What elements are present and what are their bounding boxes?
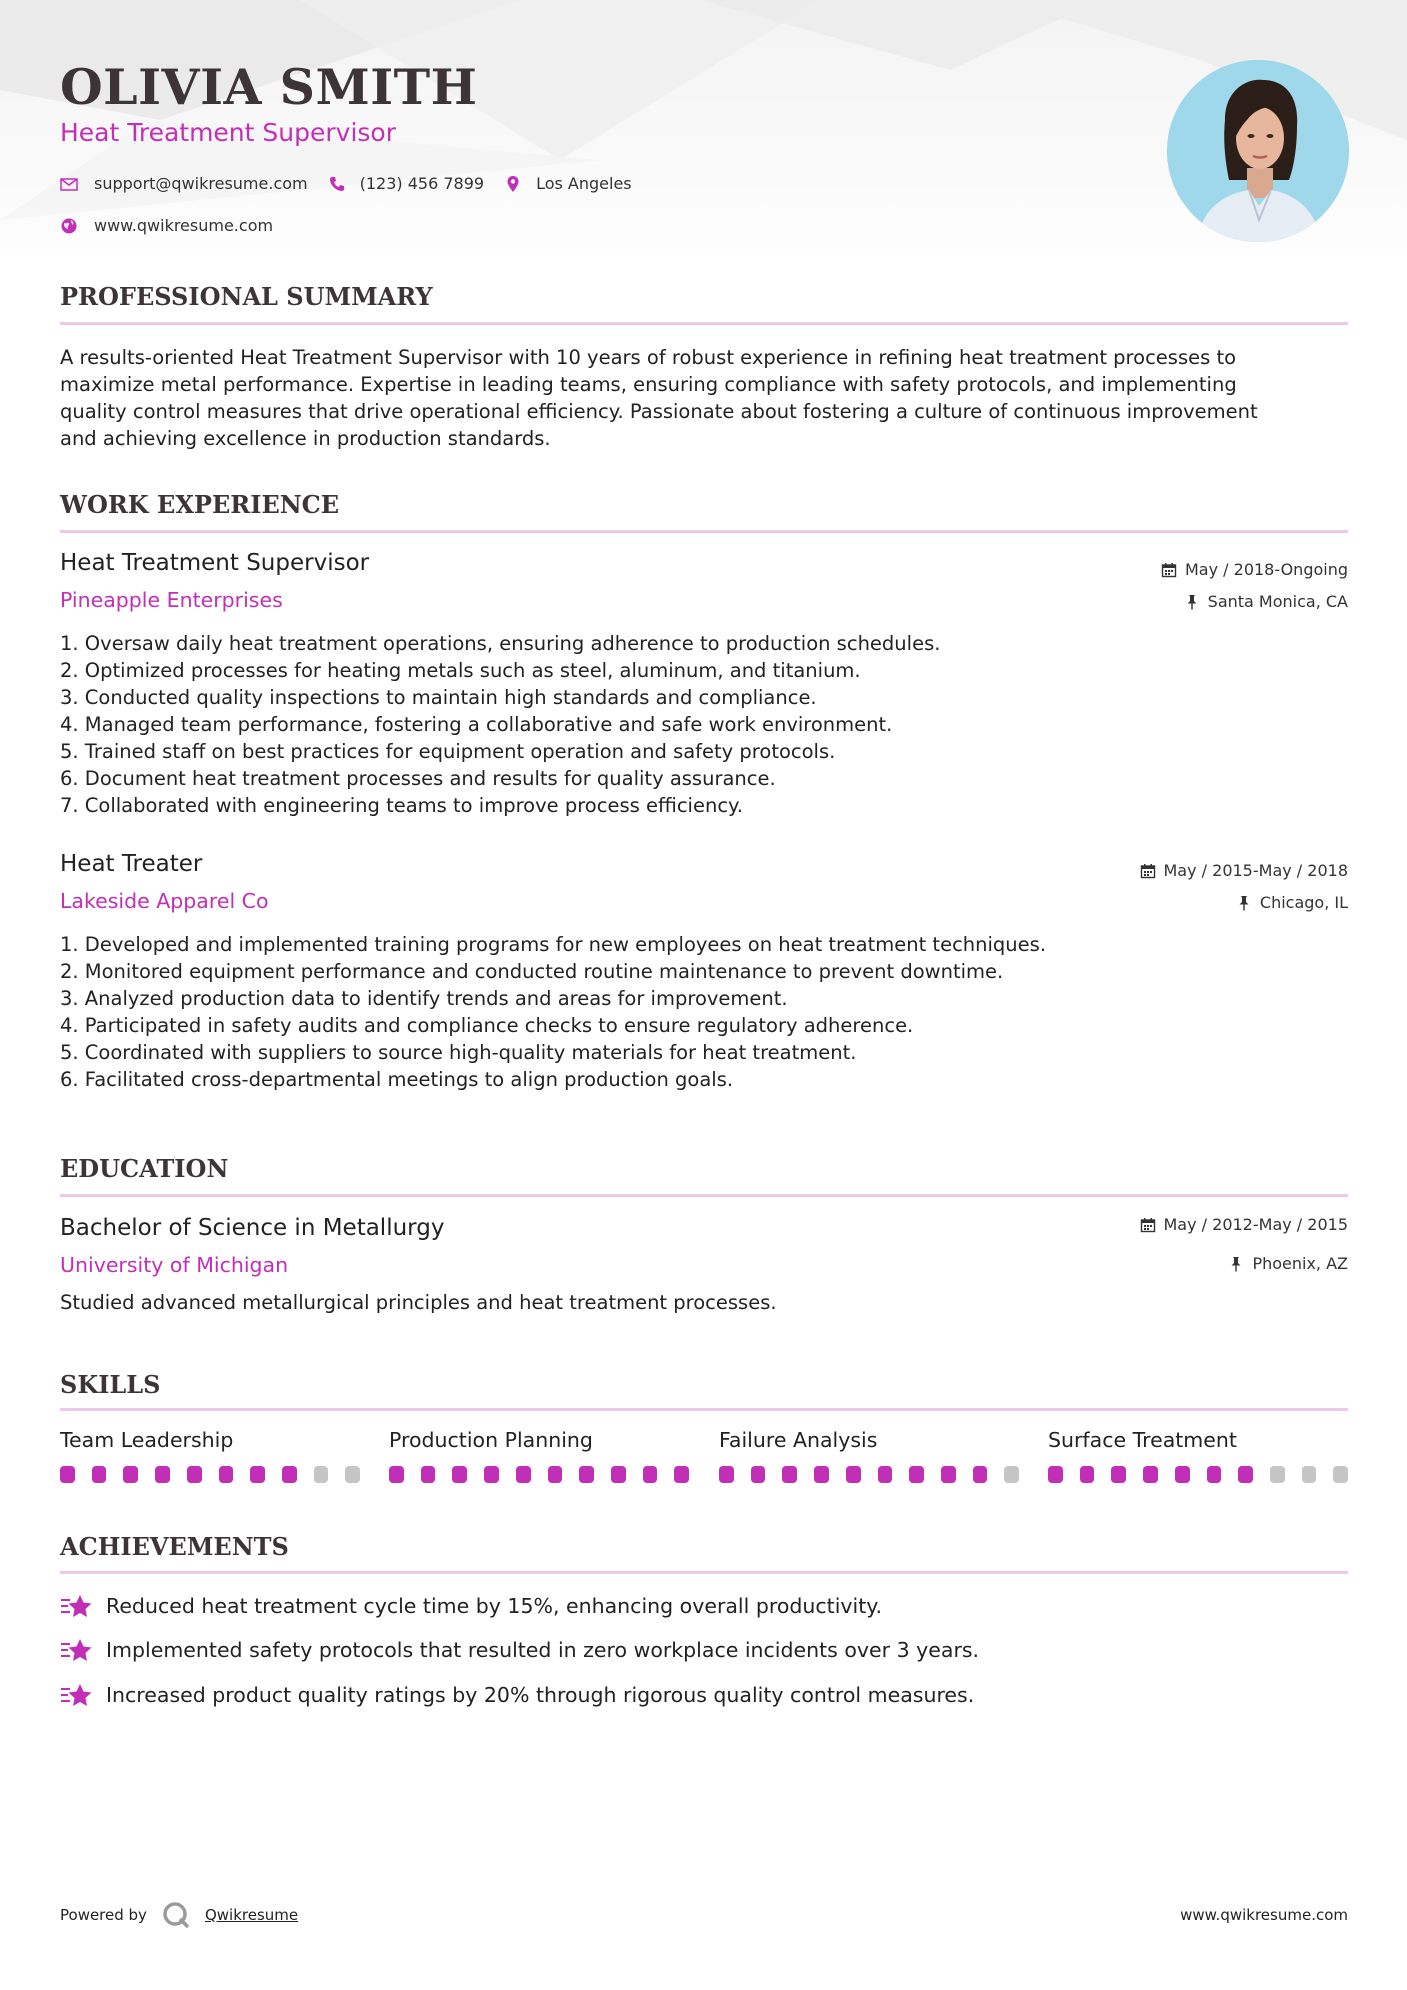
skill-item bbox=[1048, 1428, 1348, 1483]
job-location-text: Chicago, IL bbox=[1259, 893, 1348, 912]
rating-dot-filled bbox=[452, 1466, 467, 1483]
skill-item bbox=[719, 1428, 1019, 1483]
job-bullets bbox=[60, 630, 1350, 819]
rating-dot-filled bbox=[643, 1466, 658, 1483]
education-dates-text: May / 2012-May / 2015 bbox=[1163, 1215, 1348, 1234]
skills-heading: SKILLS bbox=[60, 1370, 161, 1399]
list-item: 3. Analyzed production data to identify trends and areas for improvement. bbox=[60, 987, 788, 1010]
rating-dot-filled bbox=[421, 1466, 436, 1483]
skill-name: Surface Treatment bbox=[1048, 1428, 1237, 1452]
rating-dot-empty bbox=[1004, 1466, 1019, 1483]
education-location-text: Phoenix, AZ bbox=[1252, 1254, 1348, 1273]
summary-line: and achieving excellence in production standards. bbox=[60, 427, 551, 450]
rating-dot-filled bbox=[92, 1466, 107, 1483]
calendar-icon bbox=[1140, 863, 1156, 879]
company-name: Pineapple Enterprises bbox=[60, 588, 283, 612]
job-dates bbox=[1140, 861, 1349, 880]
experience-heading: WORK EXPERIENCE bbox=[60, 490, 340, 519]
rating-dot-filled bbox=[674, 1466, 689, 1483]
rating-dot-empty bbox=[314, 1466, 329, 1483]
phone-item[interactable] bbox=[328, 174, 484, 193]
education-heading: EDUCATION bbox=[60, 1154, 229, 1183]
phone-text: (123) 456 7899 bbox=[359, 174, 485, 193]
list-item: 1. Oversaw daily heat treatment operations, ensuring adherence to production schedules. bbox=[60, 632, 941, 655]
summary-text bbox=[60, 344, 1350, 452]
degree-title: Bachelor of Science in Metallurgy bbox=[60, 1215, 445, 1241]
map-pin-icon bbox=[504, 175, 522, 193]
qwikresume-logo-icon bbox=[161, 1900, 191, 1930]
job-bullets bbox=[60, 931, 1350, 1093]
globe-icon bbox=[60, 217, 78, 235]
education-location bbox=[1228, 1254, 1348, 1273]
list-item: 1. Developed and implemented training programs for new employees on heat treatment techniques. bbox=[60, 933, 1047, 956]
list-item: 6. Document heat treatment processes and results for quality assurance. bbox=[60, 767, 776, 790]
achievement-item bbox=[60, 1592, 882, 1620]
job-dates-text: May / 2015-May / 2018 bbox=[1163, 861, 1348, 880]
calendar-icon bbox=[1161, 562, 1177, 578]
rating-dot-empty bbox=[1302, 1466, 1317, 1483]
rating-dot-filled bbox=[548, 1466, 563, 1483]
envelope-icon bbox=[60, 175, 78, 193]
skill-name: Production Planning bbox=[389, 1428, 593, 1452]
location-text: Los Angeles bbox=[536, 174, 632, 193]
rating-dot-filled bbox=[751, 1466, 766, 1483]
brand-link[interactable]: Qwikresume bbox=[204, 1906, 299, 1924]
website-text: www.qwikresume.com bbox=[94, 216, 274, 235]
list-item: 6. Facilitated cross-departmental meetings to align production goals. bbox=[60, 1068, 734, 1091]
job-location-text: Santa Monica, CA bbox=[1207, 592, 1348, 611]
achievement-item bbox=[60, 1636, 979, 1664]
skill-rating bbox=[719, 1466, 1019, 1483]
rating-dot-filled bbox=[123, 1466, 138, 1483]
star-icon bbox=[60, 1636, 94, 1664]
summary-line: A results-oriented Heat Treatment Supervisor with 10 years of robust experience in refining heat treatment processes to bbox=[60, 346, 1237, 369]
achievement-text: Increased product quality ratings by 20% through rigorous quality control measures. bbox=[106, 1683, 975, 1707]
email-item[interactable] bbox=[60, 174, 308, 193]
location-item bbox=[504, 174, 632, 193]
summary-heading: PROFESSIONAL SUMMARY bbox=[60, 282, 433, 311]
rating-dot-filled bbox=[579, 1466, 594, 1483]
rating-dot-filled bbox=[611, 1466, 626, 1483]
rating-dot-filled bbox=[814, 1466, 829, 1483]
rating-dot-filled bbox=[1207, 1466, 1222, 1483]
list-item: 2. Optimized processes for heating metals such as steel, aluminum, and titanium. bbox=[60, 659, 861, 682]
list-item: 2. Monitored equipment performance and conducted routine maintenance to prevent downtime. bbox=[60, 960, 1004, 983]
star-icon bbox=[60, 1681, 94, 1709]
job-location bbox=[1236, 893, 1348, 912]
achievements-heading: ACHIEVEMENTS bbox=[60, 1532, 289, 1561]
rating-dot-filled bbox=[1111, 1466, 1126, 1483]
rating-dot-empty bbox=[1333, 1466, 1348, 1483]
job-title: Heat Treater bbox=[60, 851, 203, 877]
list-item: 4. Participated in safety audits and compliance checks to ensure regulatory adherence. bbox=[60, 1014, 914, 1037]
summary-divider bbox=[60, 322, 1348, 325]
summary-line: maximize metal performance. Expertise in leading teams, ensuring compliance with safety protocols, and implementing bbox=[60, 373, 1237, 396]
job-dates bbox=[1161, 560, 1348, 579]
education-dates bbox=[1140, 1215, 1349, 1234]
skill-name: Team Leadership bbox=[60, 1428, 234, 1452]
rating-dot-filled bbox=[155, 1466, 170, 1483]
achievements-divider bbox=[60, 1571, 1348, 1574]
list-item: 7. Collaborated with engineering teams to improve process efficiency. bbox=[60, 794, 743, 817]
rating-dot-filled bbox=[250, 1466, 265, 1483]
list-item: 3. Conducted quality inspections to maintain high standards and compliance. bbox=[60, 686, 817, 709]
summary-line: quality control measures that drive operational efficiency. Passionate about fostering a culture of continuous improvement bbox=[60, 400, 1258, 423]
rating-dot-filled bbox=[389, 1466, 404, 1483]
rating-dot-filled bbox=[60, 1466, 75, 1483]
company-name: Lakeside Apparel Co bbox=[60, 889, 269, 913]
footer-website[interactable]: www.qwikresume.com bbox=[1180, 1906, 1348, 1924]
skill-item bbox=[389, 1428, 689, 1483]
achievement-item bbox=[60, 1681, 974, 1709]
powered-by-text: Powered by bbox=[60, 1906, 147, 1924]
rating-dot-empty bbox=[1270, 1466, 1285, 1483]
rating-dot-filled bbox=[909, 1466, 924, 1483]
school-name: University of Michigan bbox=[60, 1253, 289, 1277]
rating-dot-filled bbox=[484, 1466, 499, 1483]
achievement-text: Reduced heat treatment cycle time by 15%, enhancing overall productivity. bbox=[106, 1594, 882, 1618]
rating-dot-empty bbox=[345, 1466, 360, 1483]
achievement-text: Implemented safety protocols that resulted in zero workplace incidents over 3 years. bbox=[106, 1638, 980, 1662]
rating-dot-filled bbox=[282, 1466, 297, 1483]
education-description: Studied advanced metallurgical principles and heat treatment processes. bbox=[60, 1291, 777, 1314]
list-item: 5. Trained staff on best practices for equipment operation and safety protocols. bbox=[60, 740, 836, 763]
rating-dot-filled bbox=[1080, 1466, 1095, 1483]
profile-photo bbox=[1167, 60, 1349, 242]
rating-dot-filled bbox=[516, 1466, 531, 1483]
rating-dot-filled bbox=[1143, 1466, 1158, 1483]
rating-dot-filled bbox=[1238, 1466, 1253, 1483]
skill-rating bbox=[1048, 1466, 1348, 1483]
rating-dot-filled bbox=[187, 1466, 202, 1483]
list-item: 5. Coordinated with suppliers to source high-quality materials for heat treatment. bbox=[60, 1041, 857, 1064]
rating-dot-filled bbox=[719, 1466, 734, 1483]
rating-dot-filled bbox=[1048, 1466, 1063, 1483]
pushpin-icon bbox=[1184, 594, 1200, 610]
skill-item bbox=[60, 1428, 360, 1483]
candidate-title: Heat Treatment Supervisor bbox=[60, 118, 396, 147]
calendar-icon bbox=[1140, 1217, 1156, 1233]
rating-dot-filled bbox=[878, 1466, 893, 1483]
job-title: Heat Treatment Supervisor bbox=[60, 550, 370, 576]
pushpin-icon bbox=[1228, 1256, 1244, 1272]
list-item: 4. Managed team performance, fostering a collaborative and safe work environment. bbox=[60, 713, 893, 736]
skill-rating bbox=[389, 1466, 689, 1483]
star-icon bbox=[60, 1592, 94, 1620]
footer-powered-by bbox=[60, 1900, 298, 1930]
job-dates-text: May / 2018-Ongoing bbox=[1185, 560, 1348, 579]
job-location bbox=[1184, 592, 1348, 611]
rating-dot-filled bbox=[782, 1466, 797, 1483]
skill-rating bbox=[60, 1466, 360, 1483]
contact-row bbox=[60, 174, 632, 193]
phone-icon bbox=[328, 175, 346, 193]
rating-dot-filled bbox=[219, 1466, 234, 1483]
pushpin-icon bbox=[1236, 895, 1252, 911]
rating-dot-filled bbox=[973, 1466, 988, 1483]
experience-divider bbox=[60, 530, 1348, 533]
rating-dot-filled bbox=[941, 1466, 956, 1483]
rating-dot-filled bbox=[846, 1466, 861, 1483]
skills-divider bbox=[60, 1408, 1348, 1411]
email-text: support@qwikresume.com bbox=[94, 174, 308, 193]
rating-dot-filled bbox=[1175, 1466, 1190, 1483]
skill-name: Failure Analysis bbox=[719, 1428, 878, 1452]
education-divider bbox=[60, 1194, 1348, 1197]
candidate-name: OLIVIA SMITH bbox=[60, 58, 478, 116]
website-row[interactable] bbox=[60, 216, 273, 235]
